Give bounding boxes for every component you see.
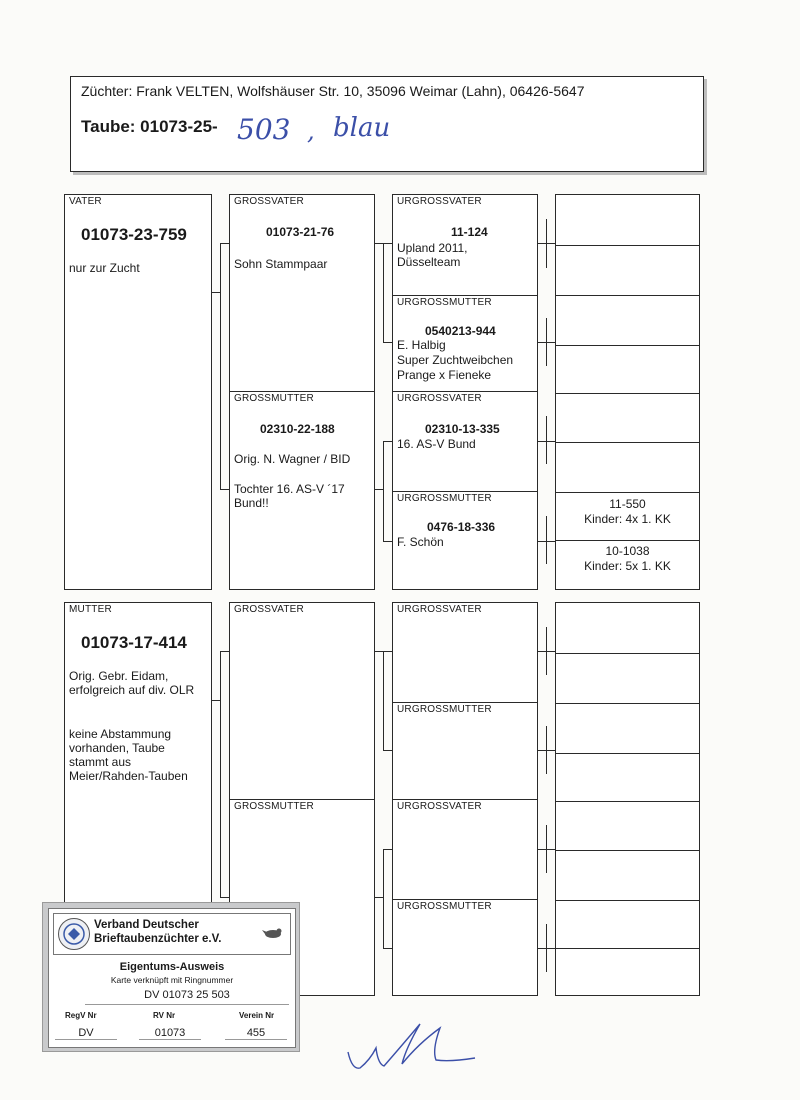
breeder-info: Züchter: Frank VELTEN, Wolfshäuser Str. 10, 35096 Weimar (Lahn), 06426-5647 (81, 83, 585, 99)
handwritten-separator: , (307, 117, 315, 145)
ancestor-b-note: Kinder: 5x 1. KK (584, 559, 671, 573)
vater-label: VATER (69, 196, 102, 207)
grossvater-v-note: Sohn Stammpaar (234, 257, 328, 271)
grossvater-v-label: GROSSVATER (234, 196, 304, 207)
card-value-verein: 455 (225, 1027, 287, 1040)
handwritten-color: blau (333, 113, 391, 143)
card-value-regv: DV (55, 1027, 117, 1040)
header-box (70, 76, 704, 172)
urgrossmutter-3-box (392, 702, 538, 800)
card-org-header (53, 913, 291, 955)
urgrossvater-1-ring: 11-124 (451, 225, 488, 239)
mutter-ring: 01073-17-414 (81, 633, 187, 652)
ancestor-a-ring: 11-550 (609, 497, 646, 511)
card-header-regv: RegV Nr (65, 1011, 97, 1020)
urgrossvater-2-line1: 16. AS-V Bund (397, 437, 476, 451)
grossvater-m-box (229, 602, 375, 800)
card-header-verein: Verein Nr (239, 1011, 275, 1020)
urgrossvater-1-box (392, 194, 538, 296)
pigeon-title (81, 117, 218, 137)
card-ring-number: DV 01073 25 503 (85, 989, 289, 1005)
association-logo (58, 918, 90, 950)
urgrossmutter-2-ring: 0476-18-336 (427, 520, 496, 534)
urgrossvater-1-line1: Upland 2011, (397, 241, 468, 255)
grossmutter-v-label: GROSSMUTTER (234, 393, 314, 404)
urgrossmutter-1-label: URGROSSMUTTER (397, 297, 492, 308)
pigeon-ring-prefix: Taube: 01073-25- (81, 117, 218, 136)
urgrossmutter-2-box (392, 491, 538, 590)
mutter-label: MUTTER (69, 604, 112, 615)
grossmutter-m-label: GROSSMUTTER (234, 801, 314, 812)
mutter-note2: keine Abstammung vorhanden, Taube stammt aus Meier/Rahden-Tauben (69, 727, 188, 783)
grossmutter-v-box (229, 391, 375, 590)
urgrossmutter-1-ring: 0540213-944 (425, 324, 496, 338)
urgrossvater-2-ring: 02310-13-335 (425, 422, 500, 436)
urgrossvater-1-line2: Düsselteam (397, 255, 461, 269)
ancestor-b-ring: 10-1038 (605, 544, 650, 558)
urgrossvater-2-box (392, 391, 538, 492)
card-org-line2: Brieftaubenzüchter e.V. (94, 933, 222, 945)
pigeon-icon (262, 926, 284, 945)
ancestor-column-mutter (555, 602, 700, 996)
urgrossmutter-1-line3: Prange x Fieneke (397, 368, 492, 382)
grossmutter-v-note2: Tochter 16. AS-V ´17 Bund!! (234, 482, 345, 510)
urgrossvater-4-box (392, 799, 538, 900)
ancestor-a-note: Kinder: 4x 1. KK (584, 512, 671, 526)
urgrossvater-3-label: URGROSSVATER (397, 604, 482, 615)
urgrossmutter-4-box (392, 899, 538, 996)
mutter-note1: Orig. Gebr. Eidam, erfolgreich auf div. OLR (69, 669, 195, 697)
vater-ring: 01073-23-759 (81, 225, 187, 244)
card-subtitle: Karte verknüpft mit Ringnummer (110, 975, 234, 985)
urgrossmutter-4-label: URGROSSMUTTER (397, 901, 492, 912)
card-value-rv: 01073 (139, 1027, 201, 1040)
signature (340, 1010, 500, 1075)
ancestor-column-vater (555, 194, 700, 590)
ownership-card (42, 902, 300, 1052)
card-header-rv: RV Nr (153, 1011, 176, 1020)
urgrossmutter-1-line2: Super Zuchtweibchen (397, 353, 514, 367)
urgrossvater-3-box (392, 602, 538, 703)
grossmutter-v-note1: Orig. N. Wagner / BID (234, 452, 351, 466)
vater-note: nur zur Zucht (69, 261, 140, 275)
urgrossmutter-1-box (392, 295, 538, 392)
card-org-line1: Verband Deutscher (94, 919, 199, 931)
card-org-name (94, 918, 221, 946)
card-title: Eigentums-Ausweis (119, 961, 225, 973)
urgrossvater-4-label: URGROSSVATER (397, 801, 482, 812)
urgrossmutter-1-line1: E. Halbig (397, 338, 446, 352)
urgrossvater-1-label: URGROSSVATER (397, 196, 482, 207)
urgrossmutter-2-label: URGROSSMUTTER (397, 493, 492, 504)
urgrossmutter-3-label: URGROSSMUTTER (397, 704, 492, 715)
grossmutter-v-ring: 02310-22-188 (260, 422, 335, 436)
vater-box (64, 194, 212, 590)
handwritten-ring-number: 503 (237, 113, 291, 146)
grossvater-v-box (229, 194, 375, 392)
grossvater-m-label: GROSSVATER (234, 604, 304, 615)
grossvater-v-ring: 01073-21-76 (266, 225, 335, 239)
card-inner (48, 908, 296, 1048)
urgrossvater-2-label: URGROSSVATER (397, 393, 482, 404)
urgrossmutter-2-line1: F. Schön (397, 535, 444, 549)
